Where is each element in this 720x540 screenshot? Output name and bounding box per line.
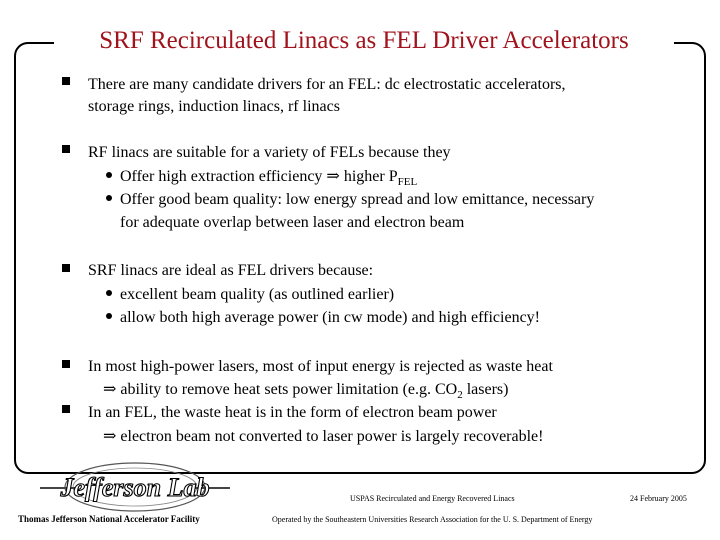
bullet-5-line-2: ⇒ electron beam not converted to laser power is largely recoverable! [103, 428, 544, 445]
bullet-3-intro: SRF linacs are ideal as FEL drivers because: [88, 262, 374, 279]
sub-bullet-dot [106, 172, 112, 178]
footer-course: USPAS Recirculated and Energy Recovered Linacs [350, 494, 515, 503]
bullet-marker [62, 264, 70, 272]
sub-bullet-dot [106, 195, 112, 201]
bullet-1-line-2: storage rings, induction linacs, rf linacs [88, 98, 340, 115]
bullet-3-sub-2: allow both high average power (in cw mode) and high efficiency! [120, 309, 540, 326]
bullet-3-sub-1: excellent beam quality (as outlined earlier) [120, 286, 395, 303]
bullet-marker [62, 405, 70, 413]
slide-title: SRF Recirculated Linacs as FEL Driver Accelerators [54, 24, 674, 58]
bullet-2-sub-1: Offer high extraction efficiency ⇒ higher $P_{FEL}$ [120, 168, 418, 189]
sub-bullet-dot [106, 290, 112, 296]
sub-bullet-dot [106, 313, 112, 319]
jefferson-lab-logo [40, 458, 230, 514]
bullet-2-sub-2: Offer good beam quality: low energy spread and low emittance, necessary [120, 191, 595, 208]
svg-text:Jefferson Lab: Jefferson Lab [60, 473, 210, 502]
footer-date: 24 February 2005 [630, 494, 687, 503]
bullet-5-line-1: In an FEL, the waste heat is in the form of electron beam power [88, 404, 497, 421]
bullet-marker [62, 77, 70, 85]
bullet-1-line-1: There are many candidate drivers for an FEL: dc electrostatic accelerators, [88, 76, 566, 93]
bullet-2-intro: RF linacs are suitable for a variety of FELs because they [88, 144, 451, 161]
bullet-4-line-1: In most high-power lasers, most of input energy is rejected as waste heat [88, 358, 553, 375]
bullet-marker [62, 360, 70, 368]
bullet-4-line-2: ⇒ ability to remove heat sets power limitation (e.g. $CO_2$ lasers) [103, 381, 509, 402]
bullet-2-sub-2-cont: for adequate overlap between laser and electron beam [120, 214, 465, 231]
footer-operated: Operated by the Southeastern Universities Research Association for the U. S. Department of Energy [272, 515, 593, 524]
footer-facility: Thomas Jefferson National Accelerator Facility [18, 514, 200, 524]
bullet-marker [62, 145, 70, 153]
